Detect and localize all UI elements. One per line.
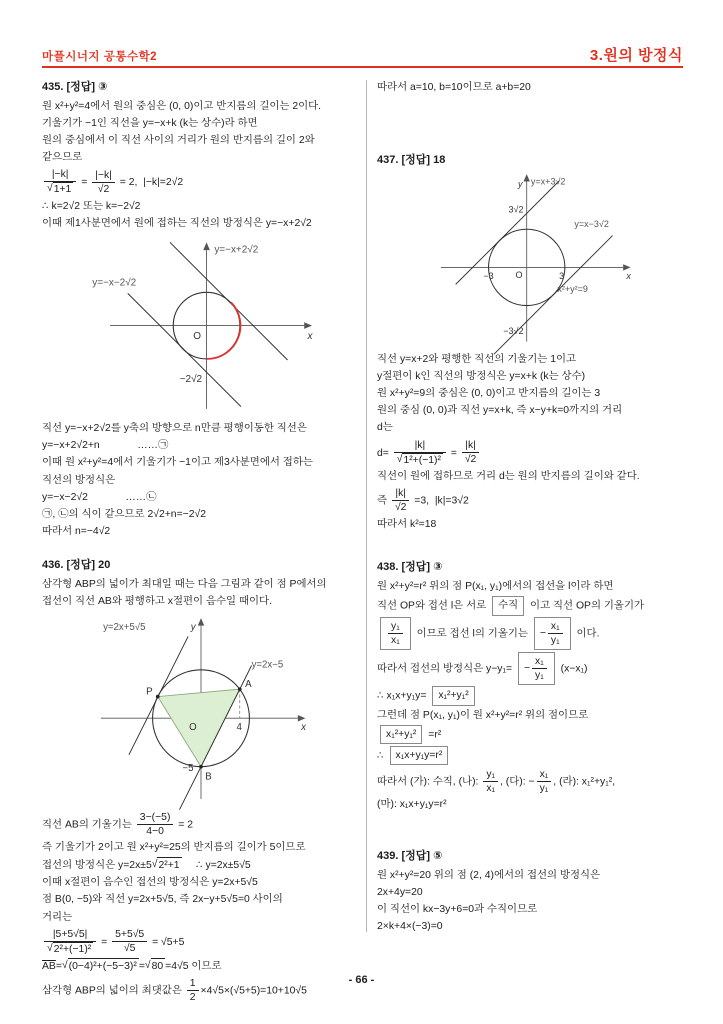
text-line: 2x+4y=20 bbox=[377, 887, 423, 899]
boxed-expression: 수직 bbox=[492, 596, 524, 616]
text-line: 원 x²+y²=9의 중심은 (0, 0)이고 반지름의 길이는 3 bbox=[377, 388, 601, 400]
red-translation-arc bbox=[207, 302, 241, 359]
solution-436-part1 bbox=[42, 577, 360, 610]
tangent-label: y=2x+5√5 bbox=[103, 622, 146, 634]
y-neg-label: −3√2 bbox=[503, 326, 524, 337]
text-line: 따라서 접선의 방정식은 y−y₁= − $\frac{\text{x₁}}{\text{y₁}}$ (x−x₁) bbox=[377, 652, 687, 685]
solution-439 bbox=[377, 868, 687, 935]
y-axis-label: y bbox=[190, 622, 196, 634]
x-axis-arrow bbox=[304, 322, 312, 329]
text-line: 원 x²+y²=20 위의 점 (2, 4)에서의 접선의 방정식은 bbox=[377, 870, 601, 882]
y-axis-arrow bbox=[198, 618, 204, 626]
tangent-line-lower bbox=[128, 293, 241, 406]
text-line: 이때 x절편이 음수인 접선의 방정식은 y=2x+5√5 bbox=[42, 877, 258, 889]
point-a-label: A bbox=[245, 679, 252, 691]
circle-equation-label: x²+y²=9 bbox=[557, 283, 588, 294]
text-line: 직선이 원에 접하므로 거리 d는 원의 반지름의 길이와 같다. bbox=[377, 471, 640, 483]
y-axis-label: y bbox=[517, 178, 523, 189]
left-column bbox=[42, 78, 360, 1004]
figure-436 bbox=[42, 616, 360, 804]
text-line: 이때 원 x²+y²=4에서 기울기가 −1이고 제3사분면에서 접하는 bbox=[42, 457, 313, 469]
problem-435-heading: 435. [정답] ③ bbox=[42, 81, 108, 93]
square-root: √ 1²+(−1)² bbox=[396, 453, 441, 466]
tangent-line-upper bbox=[170, 242, 288, 360]
boxed-expression: x₁²+y₁² bbox=[380, 725, 422, 745]
figure-435 bbox=[42, 239, 360, 417]
x-axis-label: x bbox=[301, 722, 306, 734]
fraction: $\frac{|-k|}{√2}$ bbox=[92, 169, 115, 196]
point-p-dot bbox=[156, 695, 160, 699]
overline-expression: $\overline{AB}$ bbox=[42, 961, 56, 973]
point-b-dot bbox=[199, 765, 203, 769]
square-root: √ 2²+(−1)² bbox=[47, 942, 92, 955]
x-axis-arrow bbox=[298, 715, 306, 721]
text-line: 즉 $\frac{|k|}{√2}$ =3, |k|=3√2 bbox=[377, 488, 469, 514]
text-line: 그런데 점 P(x₁, y₁)이 원 x²+y²=r² 위의 점이므로 bbox=[377, 709, 589, 721]
text-line: 원의 중심에서 이 직선 사이의 거리가 원의 반지름의 길이 2와 bbox=[42, 135, 315, 147]
figure-436-canvas bbox=[88, 616, 314, 804]
text-line: |−k| √ 1+1 = $\frac{|-k|}{√2}$ = 2, |−k|=2√2 bbox=[42, 167, 360, 197]
text-line: 따라서 (가): 수직, (나): $\frac{\text{y₁}}{\text{x₁}}$ , (다): − $\frac{\text{x₁}}{\text{y₁}}$ , (라): x₁²+y₁², bbox=[377, 768, 616, 794]
square-root: √ (0−4)²+(−5−3)² bbox=[62, 958, 139, 975]
text-line: 따라서 k²=18 bbox=[377, 518, 437, 530]
text-line: 즉 기울기가 2이고 원 x²+y²=25의 반지름의 길이가 5이므로 bbox=[42, 842, 306, 854]
boxed-expression bbox=[380, 617, 411, 650]
text-line: $\overline{AB}=$ √ (0−4)²+(−5−3)² = √ 80 =4√5 이므로 bbox=[42, 958, 360, 975]
fraction: $\frac{3-(-5)}{4-0}$ bbox=[137, 811, 174, 838]
text-line: 따라서 n=−4√2 bbox=[42, 525, 111, 537]
text-line: 삼각형 ABP의 넓이가 최대일 때는 다음 그림과 같이 점 P에서의 bbox=[42, 578, 327, 590]
text-line: 직선 y=−x+2√2를 y축의 방향으로 n만큼 평행이동한 직선은 bbox=[42, 423, 307, 435]
origin-label: O bbox=[515, 270, 523, 281]
header-rule bbox=[42, 66, 683, 68]
text-line: 기울기가 −1인 직선을 y=−x+k (k는 상수)라 하면 bbox=[42, 118, 258, 130]
y-pos-label: 3√2 bbox=[508, 204, 524, 215]
right-column bbox=[375, 78, 687, 962]
text-line: d는 bbox=[377, 422, 393, 434]
text-line: 삼각형 ABP의 넓이의 최댓값은 $\frac{1}{2}$ ×4√5×(√5+5)=10+10√5 bbox=[42, 978, 307, 1004]
column-divider bbox=[366, 80, 367, 932]
text-line: 원 x²+y²=4에서 원의 중심은 (0, 0)이고 반지름의 길이는 2이다. bbox=[42, 101, 322, 112]
tangent-lower-label: y=−x−2√2 bbox=[92, 277, 137, 289]
text-line: 접선의 방정식은 y=2x±5 √ 2²+1 ∴ y=2x±5√5 bbox=[42, 857, 360, 874]
x-axis-label: x bbox=[307, 330, 313, 342]
text-line: x₁²+y₁² =r² bbox=[377, 725, 687, 745]
origin-label: O bbox=[189, 722, 197, 734]
point-b-label: B bbox=[205, 771, 212, 783]
book-title: 마플시너지 공통수학2 bbox=[42, 51, 158, 63]
text-line: ㉠, ㉡의 식이 같으므로 2√2+n=−2√2 bbox=[42, 508, 206, 520]
line-upper-label: y=x+3√2 bbox=[530, 176, 566, 187]
solution-435-part2 bbox=[42, 421, 360, 539]
figure-437 bbox=[377, 172, 687, 347]
fraction: $\frac{\text{x₁}}{\text{y₁}}$ bbox=[537, 768, 552, 795]
page-footer bbox=[0, 974, 723, 986]
text-line: 직선 OP와 접선 l은 서로 수직 이고 직선 OP의 기울기가 bbox=[377, 596, 687, 616]
text-line: d= |k| √ 1²+(−1)² = $\frac{|k|}{√2}$ bbox=[377, 438, 687, 468]
text-line: y=−x−2√2 ……㉡ bbox=[42, 491, 157, 503]
line-lower-label: y=x−3√2 bbox=[574, 219, 609, 230]
text-line: |5+5√5| √ 2²+(−1)² = $\frac{5+5√5}{√5}$ = √5+5 bbox=[42, 927, 360, 957]
x-4-label: 4 bbox=[236, 722, 242, 734]
page-header bbox=[42, 44, 683, 65]
line-ab-label: y=2x−5 bbox=[251, 659, 284, 671]
text-line: 직선 y=x+2와 평행한 직선의 기울기는 1이고 bbox=[377, 354, 577, 365]
problem-439-heading: 439. [정답] ⑤ bbox=[377, 850, 443, 863]
boxed-expression: x₁²+y₁² bbox=[432, 686, 474, 706]
boxed-expression: x₁x+y₁y=r² bbox=[390, 746, 449, 766]
problem-436-heading: 436. [정답] 20 bbox=[42, 558, 111, 571]
text-line: 같으므로 bbox=[42, 152, 83, 164]
fraction: $\frac{|k|}{√2}$ bbox=[392, 487, 409, 514]
text-line: ∴ k=2√2 또는 k=−2√2 bbox=[42, 200, 141, 212]
y-intercept-label: −2√2 bbox=[179, 373, 203, 385]
text-line: 따라서 a=10, b=10이므로 a+b=20 bbox=[377, 81, 531, 93]
chapter-title: 3.원의 방정식 bbox=[589, 47, 683, 64]
y-neg5-label: −5 bbox=[182, 763, 194, 775]
text-line: 원 x²+y²=r² 위의 점 P(x₁, y₁)에서의 접선을 l이라 하면 bbox=[377, 581, 614, 593]
origin-label: O bbox=[193, 330, 201, 342]
fraction: $\frac{\text{y₁}}{\text{x₁}}$ bbox=[388, 620, 403, 647]
text-line: 이때 제1사분면에서 원에 접하는 직선의 방정식은 y=−x+2√2 bbox=[42, 218, 312, 230]
square-root: √ 2²+1 bbox=[152, 857, 182, 874]
text-line: 이 직선이 kx−3y+6=0과 수직이므로 bbox=[377, 904, 538, 916]
text-line: y절편이 k인 직선의 방정식은 y=x+k (k는 상수) bbox=[377, 371, 586, 383]
text-line: ∴ x₁x+y₁y=r² bbox=[377, 746, 687, 766]
text-line: ∴ x₁x+y₁y= x₁²+y₁² bbox=[377, 686, 687, 706]
text-line: 직선 AB의 기울기는 $\frac{3-(-5)}{4-0}$ = 2 bbox=[42, 811, 194, 837]
fraction: $\frac{5+5√5}{√5}$ bbox=[112, 928, 147, 955]
fraction: $\frac{1}{2}$ bbox=[187, 977, 199, 1004]
boxed-expression: − $\frac{\text{x₁}}{\text{y₁}}$ bbox=[518, 652, 555, 685]
text-line: 2×k+4×(−3)=0 bbox=[377, 921, 443, 933]
figure-437-canvas bbox=[426, 172, 638, 347]
solution-436-carryover bbox=[377, 80, 687, 96]
square-root: √ 80 bbox=[145, 958, 165, 975]
text-line: $\frac{\text{y₁}}{\text{x₁}}$ 이므로 접선 l의 기울기는 − $\frac{\text{x₁}}{\text{y₁}}$ 이다. bbox=[377, 617, 687, 650]
x-pos-label: 3 bbox=[559, 271, 565, 282]
fraction: $\frac{|k|}{√2}$ bbox=[462, 439, 479, 466]
solution-438 bbox=[377, 579, 687, 813]
page-number: - 66 - bbox=[348, 974, 375, 986]
square-root: √ 1+1 bbox=[47, 183, 72, 196]
text-line: 접선이 직선 AB와 평행하고 x절편이 음수일 때이다. bbox=[42, 595, 272, 607]
boxed-expression: − $\frac{\text{x₁}}{\text{y₁}}$ bbox=[534, 617, 571, 650]
figure-435-canvas bbox=[90, 239, 312, 417]
solution-437 bbox=[377, 352, 687, 532]
text-line: (마): x₁x+y₁y=r² bbox=[377, 799, 447, 811]
text-line: y=−x+2√2+n ……㉠ bbox=[42, 440, 169, 452]
solution-435-part1 bbox=[42, 99, 360, 232]
x-neg-label: −3 bbox=[483, 271, 494, 282]
fraction: $\frac{\text{x₁}}{\text{y₁}}$ bbox=[532, 655, 547, 682]
problem-438-heading: 438. [정답] ③ bbox=[377, 561, 443, 574]
text-line: 직선의 방정식은 bbox=[42, 474, 116, 486]
x-axis-label: x bbox=[626, 271, 631, 282]
problem-437-heading: 437. [정답] 18 bbox=[377, 154, 446, 167]
fraction: |k| √ 1²+(−1)² bbox=[394, 439, 446, 467]
text-line: 원의 중심 (0, 0)과 직선 y=x+k, 즉 x−y+k=0까지의 거리 bbox=[377, 405, 623, 417]
x-axis-arrow bbox=[623, 264, 630, 270]
text-line: 점 B(0, −5)와 직선 y=2x+5√5, 즉 2x−y+5√5=0 사이의 bbox=[42, 894, 283, 906]
line-lower bbox=[494, 236, 613, 355]
point-p-label: P bbox=[146, 686, 153, 698]
point-a-dot bbox=[238, 688, 242, 692]
tangent-upper-label: y=−x+2√2 bbox=[214, 243, 259, 255]
fraction: $\frac{\text{x₁}}{\text{y₁}}$ bbox=[548, 620, 563, 647]
fraction: |−k| √ 1+1 bbox=[44, 168, 76, 196]
text-line: 거리는 bbox=[42, 911, 73, 923]
y-axis-arrow bbox=[203, 242, 210, 250]
fraction: |5+5√5| √ 2²+(−1)² bbox=[44, 928, 96, 956]
y-axis-arrow bbox=[524, 174, 530, 181]
fraction: $\frac{\text{y₁}}{\text{x₁}}$ bbox=[483, 768, 498, 795]
